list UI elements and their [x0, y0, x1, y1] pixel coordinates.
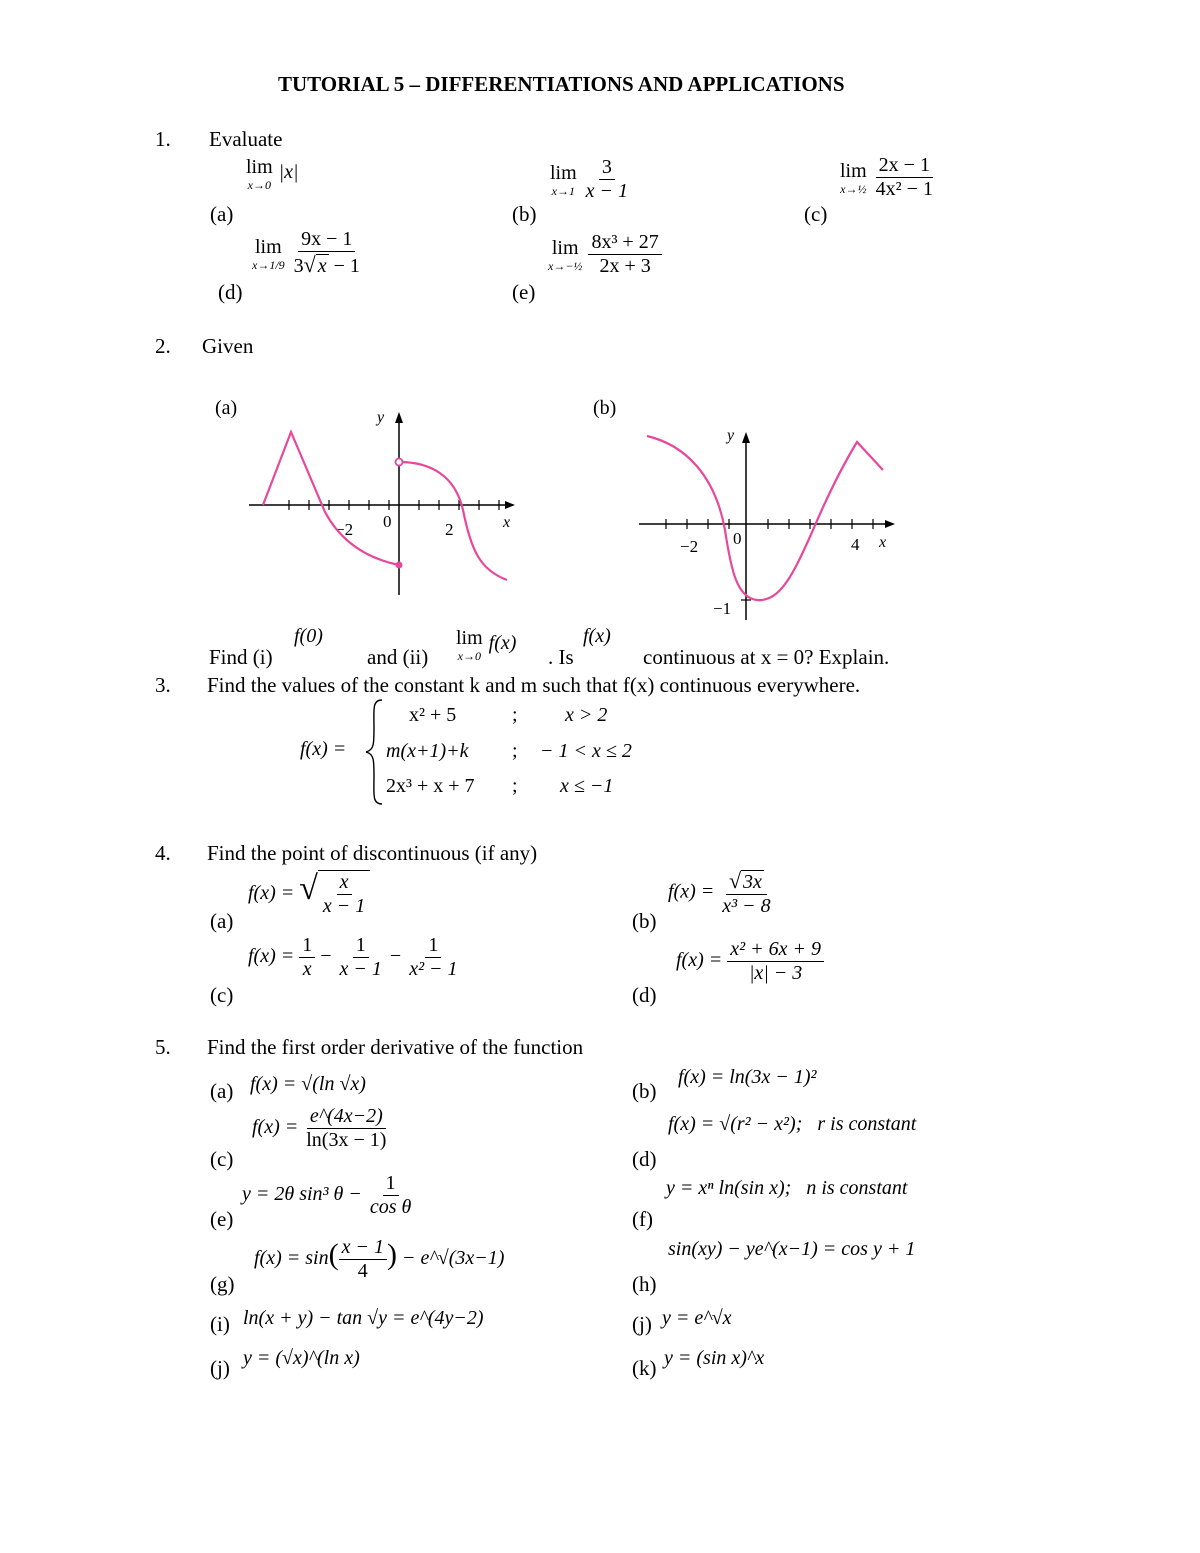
q5h-expression: sin(xy) − ye^(x−1) = cos y + 1	[668, 1238, 916, 1260]
q1-number: 1.	[155, 127, 171, 151]
q4-number: 4.	[155, 841, 171, 865]
q1e-label: (e)	[512, 280, 536, 304]
q5e-expression: y = 2θ sin³ θ − $\frac{1}{\text{cos θ}}$	[242, 1172, 412, 1218]
graph-a	[205, 390, 525, 605]
q5j-label: (j)	[632, 1312, 652, 1336]
q5i-expression: ln(x + y) − tan √y = e^(4y−2)	[243, 1307, 484, 1329]
graph-a-tick-neg2: −2	[335, 520, 354, 539]
q1-prompt: Evaluate	[209, 127, 283, 151]
q2-f0: f(0)	[294, 625, 323, 647]
q5f-expression: y = xⁿ ln(sin x); n is constant	[666, 1177, 908, 1199]
q1e-expression: lim x→−½ $\frac{\text{8x³ + 27}}{2x + 3}$	[548, 231, 662, 278]
q4a-label: (a)	[210, 909, 234, 933]
graph-b-tick-0: 0	[733, 529, 742, 548]
q1c-label: (c)	[804, 202, 828, 226]
graph-a-open-point	[396, 459, 403, 466]
q5k-expression: y = (sin x)^x	[664, 1347, 765, 1369]
page-title: TUTORIAL 5 – DIFFERENTIATIONS AND APPLICATIONS	[278, 72, 845, 96]
graph-a-tick-0: 0	[383, 512, 392, 531]
graph-a-x-label: x	[503, 514, 511, 531]
graph-a-closed-point	[396, 562, 403, 569]
q1d-label: (d)	[218, 280, 243, 304]
graph-b-tick-neg1: −1	[713, 599, 732, 618]
graph-b-x-arrow	[885, 520, 895, 528]
q3-row1-expr: x² + 5	[409, 704, 457, 726]
q2-and-text: and (ii)	[367, 645, 429, 669]
q5j-expression: y = e^√x	[662, 1307, 732, 1329]
q3-number: 3.	[155, 673, 171, 697]
q3-row1-sep: ;	[512, 704, 518, 726]
q2-number: 2.	[155, 334, 171, 358]
q5h-label: (h)	[632, 1272, 657, 1296]
q1b-expression: lim x→1 $\frac{3}{x - 1}$	[550, 156, 629, 202]
q5g-label: (g)	[210, 1272, 235, 1296]
q2-tail: continuous at x = 0? Explain.	[643, 645, 890, 669]
q1a-expression: lim x→0 |x|	[246, 156, 299, 192]
q4d-expression: f(x) = $\frac{\text{x² + 6x + 9}}{|x| - 3}$	[676, 938, 824, 985]
q2-prompt: Given	[202, 334, 254, 358]
q5d-expression: f(x) = √(r² − x²); r is constant	[668, 1113, 917, 1135]
q4c-label: (c)	[210, 983, 234, 1007]
q5k-label: (k)	[632, 1356, 657, 1380]
q2-find-text: Find (i)	[209, 645, 273, 669]
q5a-label: (a)	[210, 1079, 234, 1103]
q1b-label: (b)	[512, 202, 537, 226]
q5f-label: (f)	[632, 1207, 653, 1231]
graph-a-y-label: y	[377, 409, 385, 426]
graph-b	[585, 390, 905, 625]
graph-b-label: (b)	[593, 397, 617, 419]
q5c-label: (c)	[210, 1147, 234, 1171]
graph-b-y-arrow	[742, 432, 750, 443]
graph-a-label: (a)	[215, 397, 238, 419]
graph-b-ticks	[666, 519, 873, 600]
q2-fx: f(x)	[583, 625, 611, 647]
q4d-label: (d)	[632, 983, 657, 1007]
q3-row3-expr: 2x³ + x + 7	[386, 775, 475, 797]
graph-b-tick-neg2: −2	[680, 537, 699, 556]
graph-b-x-label: x	[879, 534, 887, 551]
q4c-expression: f(x) = $\frac{1}{x}$ − $\frac{1}{x - 1}$ − $\frac{1}{\text{x² − 1}}$	[248, 934, 458, 980]
q1a-label: (a)	[210, 202, 234, 226]
q3-brace	[364, 698, 388, 806]
q3-row2-expr: m(x+1)+k	[386, 740, 469, 762]
q5i-label: (i)	[210, 1312, 230, 1336]
graph-b-curve	[647, 436, 883, 600]
q5-number: 5.	[155, 1035, 171, 1059]
q5c-expression: f(x) = $\frac{e\^{}(4x-2)}{\ln(3x - 1)}$	[252, 1105, 387, 1151]
q4a-expression: f(x) = √ $\frac{x}{x - 1}$	[248, 870, 370, 918]
q2-is-text: . Is	[548, 645, 574, 669]
q3-row1-cond: x > 2	[565, 704, 608, 726]
graph-a-tick-2: 2	[445, 520, 454, 539]
q3-prompt: Find the values of the constant k and m such that f(x) continuous everywhere.	[207, 673, 861, 697]
q3-row2-sep: ;	[512, 740, 518, 762]
q3-row3-sep: ;	[512, 775, 518, 797]
q5-prompt: Find the first order derivative of the function	[207, 1035, 584, 1059]
q5g-expression: f(x) = sin( $\frac{x - 1}{4}$ ) − e^√(3x−1)	[254, 1236, 505, 1282]
q4b-label: (b)	[632, 909, 657, 933]
graph-a-x-arrow	[505, 501, 515, 509]
graph-b-y-label: y	[727, 427, 735, 444]
q5b-expression: f(x) = ln(3x − 1)²	[678, 1066, 817, 1088]
q4-prompt: Find the point of discontinuous (if any)	[207, 841, 538, 865]
q4b-expression: f(x) = $\frac{√ 3x}{\text{x³ − 8}}$	[668, 868, 771, 917]
q5b-label: (b)	[632, 1079, 657, 1103]
q5j2-label: (j)	[210, 1356, 230, 1380]
q1d-expression: lim x→1/9 $\frac{9x - 1}{3√ x - 1}$	[252, 228, 360, 277]
q5d-label: (d)	[632, 1147, 657, 1171]
graph-b-tick-4: 4	[851, 535, 860, 554]
q5e-label: (e)	[210, 1207, 234, 1231]
q1c-expression: lim x→½ $\frac{2x - 1}{\text{4x² − 1}}$	[840, 154, 933, 200]
q5a-expression: f(x) = √(ln √x)	[250, 1073, 366, 1095]
q3-lhs: f(x) =	[300, 738, 347, 760]
q2-limit: lim x→0 f(x)	[456, 627, 517, 663]
graph-a-y-arrow	[395, 412, 403, 423]
q3-row2-cond: − 1 < x ≤ 2	[540, 740, 632, 762]
q5j2-expression: y = (√x)^(ln x)	[243, 1347, 360, 1369]
graph-a-left-branch	[263, 432, 399, 565]
q3-row3-cond: x ≤ −1	[560, 775, 614, 797]
